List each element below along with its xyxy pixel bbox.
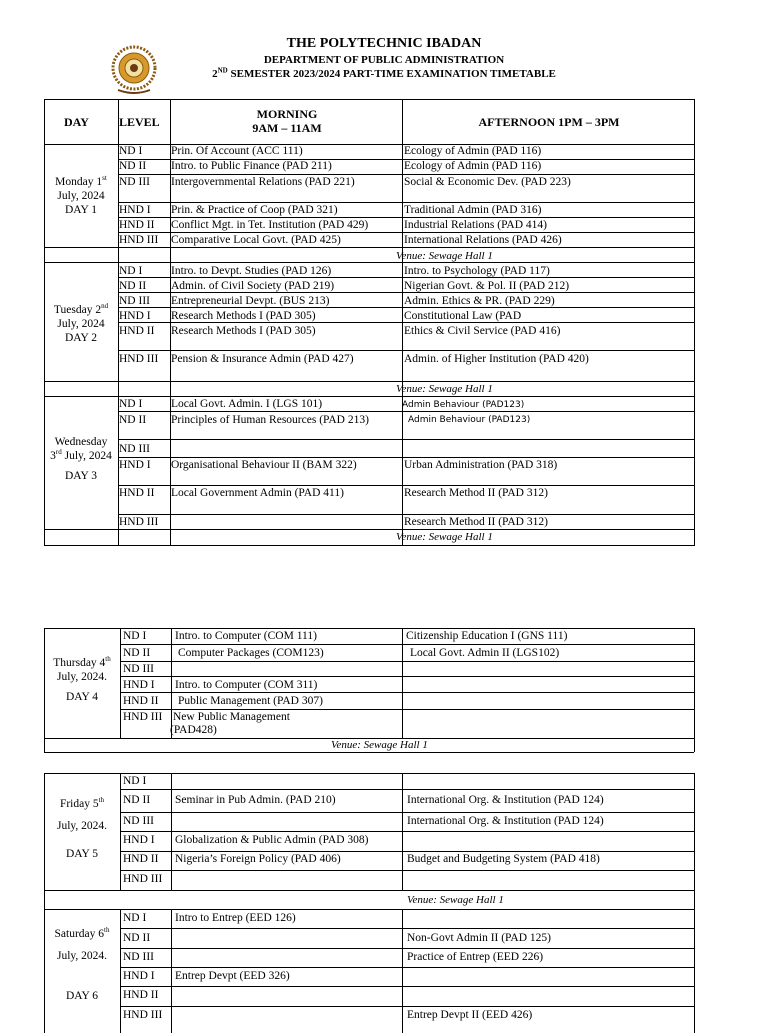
morning-exam: Pension & Insurance Admin (PAD 427) xyxy=(171,353,354,365)
morning-exam: Research Methods I (PAD 305) xyxy=(171,325,316,337)
morning-exam: New Public Management xyxy=(173,711,290,723)
venue-label: Venue: Sewage Hall 1 xyxy=(396,531,493,543)
morning-exam: Local Government Admin (PAD 411) xyxy=(171,487,344,499)
level-cell: ND I xyxy=(119,145,143,157)
afternoon-exam: Local Govt. Admin II (LGS102) xyxy=(410,647,560,659)
morning-exam: Local Govt. Admin. I (LGS 101) xyxy=(171,398,323,410)
col-header-afternoon: AFTERNOON 1PM – 3PM xyxy=(478,115,620,129)
level-cell: HND III xyxy=(123,1009,163,1021)
morning-exam: Entrep Devpt (EED 326) xyxy=(175,970,290,982)
col-header-level: LEVEL xyxy=(119,115,160,129)
afternoon-exam: Research Method II (PAD 312) xyxy=(404,487,548,499)
afternoon-exam: Admin. of Higher Institution (PAD 420) xyxy=(404,353,589,365)
level-cell: HND III xyxy=(119,353,159,365)
venue-label: Venue: Sewage Hall 1 xyxy=(407,894,504,906)
afternoon-exam: Non-Govt Admin II (PAD 125) xyxy=(407,932,551,944)
level-cell: HND III xyxy=(119,516,159,528)
venue-label: Venue: Sewage Hall 1 xyxy=(396,250,493,262)
morning-exam-cont: (PAD428) xyxy=(170,724,217,736)
morning-exam: Prin. & Practice of Coop (PAD 321) xyxy=(171,204,338,216)
timetable-part-1 xyxy=(44,99,694,546)
afternoon-exam: Intro. to Psychology (PAD 117) xyxy=(404,265,550,277)
col-header-morning: MORNING xyxy=(256,107,318,121)
afternoon-exam: Constitutional Law (PAD xyxy=(404,310,522,322)
level-cell: ND III xyxy=(123,951,154,963)
morning-exam: Organisational Behaviour II (BAM 322) xyxy=(171,459,357,471)
level-cell: HND II xyxy=(123,853,159,865)
morning-exam: Nigeria’s Foreign Policy (PAD 406) xyxy=(175,853,341,865)
morning-exam: Globalization & Public Admin (PAD 308) xyxy=(175,834,369,846)
morning-exam: Admin. of Civil Society (PAD 219) xyxy=(171,280,335,292)
level-cell: HND I xyxy=(119,459,151,471)
day-3-label: Wednesday 3rd July, 2024 DAY 3 xyxy=(50,436,112,482)
level-cell: HND I xyxy=(123,970,155,982)
morning-exam: Intro. to Public Finance (PAD 211) xyxy=(171,160,332,172)
level-cell: ND II xyxy=(119,160,147,172)
afternoon-exam: Practice of Entrep (EED 226) xyxy=(407,951,544,963)
afternoon-exam: International Org. & Institution (PAD 124) xyxy=(407,815,604,827)
afternoon-exam: International Org. & Institution (PAD 124) xyxy=(407,794,604,806)
day-6-label: Saturday 6th July, 2024. DAY 6 xyxy=(54,926,110,1002)
morning-exam: Intro. to Computer (COM 111) xyxy=(175,630,317,642)
level-cell: HND II xyxy=(119,219,155,231)
afternoon-exam: Nigerian Govt. & Pol. II (PAD 212) xyxy=(404,280,570,292)
morning-exam: Public Management (PAD 307) xyxy=(178,695,323,707)
level-cell: HND III xyxy=(123,711,163,723)
level-cell: ND III xyxy=(123,815,154,827)
col-header-morning-time: 9AM – 11AM xyxy=(252,121,322,135)
level-cell: ND III xyxy=(119,295,150,307)
afternoon-exam: Urban Administration (PAD 318) xyxy=(404,459,558,471)
institution-title: THE POLYTECHNIC IBADAN xyxy=(286,36,482,51)
morning-exam: Prin. Of Account (ACC 111) xyxy=(171,145,303,157)
afternoon-exam: Industrial Relations (PAD 414) xyxy=(404,219,547,231)
venue-label: Venue: Sewage Hall 1 xyxy=(396,383,493,395)
afternoon-exam: Admin Behaviour (PAD123) xyxy=(408,415,531,425)
level-cell: HND II xyxy=(119,487,155,499)
afternoon-exam: Citizenship Education I (GNS 111) xyxy=(406,630,568,642)
timetable-day-4 xyxy=(44,628,694,752)
level-cell: HND II xyxy=(123,695,159,707)
level-cell: HND I xyxy=(123,834,155,846)
level-cell: ND II xyxy=(123,794,151,806)
level-cell: HND I xyxy=(119,204,151,216)
level-cell: HND II xyxy=(123,989,159,1001)
afternoon-exam: Entrep Devpt II (EED 426) xyxy=(407,1009,533,1021)
day-4-label: Thursday 4th July, 2024. DAY 4 xyxy=(53,655,111,703)
morning-exam: Entrepreneurial Devpt. (BUS 213) xyxy=(171,295,330,307)
level-cell: ND I xyxy=(119,398,143,410)
morning-exam: Research Methods I (PAD 305) xyxy=(171,310,316,322)
level-cell: ND II xyxy=(123,932,151,944)
col-header-day: DAY xyxy=(64,115,89,129)
level-cell: HND II xyxy=(119,325,155,337)
morning-exam: Principles of Human Resources (PAD 213) xyxy=(171,414,369,426)
level-cell: HND III xyxy=(123,873,163,885)
level-cell: ND II xyxy=(123,647,151,659)
afternoon-exam: Admin Behaviour (PAD123) xyxy=(402,400,525,410)
level-cell: HND III xyxy=(119,234,159,246)
morning-exam: Seminar in Pub Admin. (PAD 210) xyxy=(175,794,336,806)
morning-exam: Conflict Mgt. in Tet. Institution (PAD 429) xyxy=(171,219,369,231)
level-cell: HND I xyxy=(119,310,151,322)
morning-exam: Intro. to Computer (COM 311) xyxy=(175,679,318,691)
department-title: DEPARTMENT OF PUBLIC ADMINISTRATION xyxy=(263,54,505,66)
level-cell: ND I xyxy=(119,265,143,277)
level-cell: ND II xyxy=(119,280,147,292)
afternoon-exam: Research Method II (PAD 312) xyxy=(404,516,548,528)
level-cell: ND II xyxy=(119,414,147,426)
level-cell: ND I xyxy=(123,775,147,787)
morning-exam: Computer Packages (COM123) xyxy=(178,647,324,659)
afternoon-exam: Budget and Budgeting System (PAD 418) xyxy=(407,853,600,865)
morning-exam: Intergovernmental Relations (PAD 221) xyxy=(171,176,355,188)
afternoon-exam: Admin. Ethics & PR. (PAD 229) xyxy=(404,295,555,307)
level-cell: ND I xyxy=(123,630,147,642)
afternoon-exam: Ethics & Civil Service (PAD 416) xyxy=(404,325,561,337)
afternoon-exam: Ecology of Admin (PAD 116) xyxy=(404,145,542,157)
afternoon-exam: International Relations (PAD 426) xyxy=(404,234,562,246)
level-cell: ND III xyxy=(119,443,150,455)
venue-label: Venue: Sewage Hall 1 xyxy=(331,739,428,751)
afternoon-exam: Social & Economic Dev. (PAD 223) xyxy=(404,176,571,188)
day-1-label: Monday 1st July, 2024 DAY 1 xyxy=(55,174,107,216)
afternoon-exam: Ecology of Admin (PAD 116) xyxy=(404,160,542,172)
level-cell: ND III xyxy=(119,176,150,188)
level-cell: HND I xyxy=(123,679,155,691)
afternoon-exam: Traditional Admin (PAD 316) xyxy=(404,204,542,216)
level-cell: ND I xyxy=(123,912,147,924)
morning-exam: Intro to Entrep (EED 126) xyxy=(175,912,296,924)
timetable-title: 2ND SEMESTER 2023/2024 PART-TIME EXAMINATION TIMETABLE xyxy=(212,66,556,80)
timetable-part-3 xyxy=(44,773,694,1033)
morning-exam: Comparative Local Govt. (PAD 425) xyxy=(171,234,341,246)
day-2-label: Tuesday 2nd July, 2024 DAY 2 xyxy=(53,302,109,344)
morning-exam: Intro. to Devpt. Studies (PAD 126) xyxy=(171,265,332,277)
day-5-label: Friday 5th July, 2024. DAY 5 xyxy=(56,796,108,860)
level-cell: ND III xyxy=(123,663,154,675)
